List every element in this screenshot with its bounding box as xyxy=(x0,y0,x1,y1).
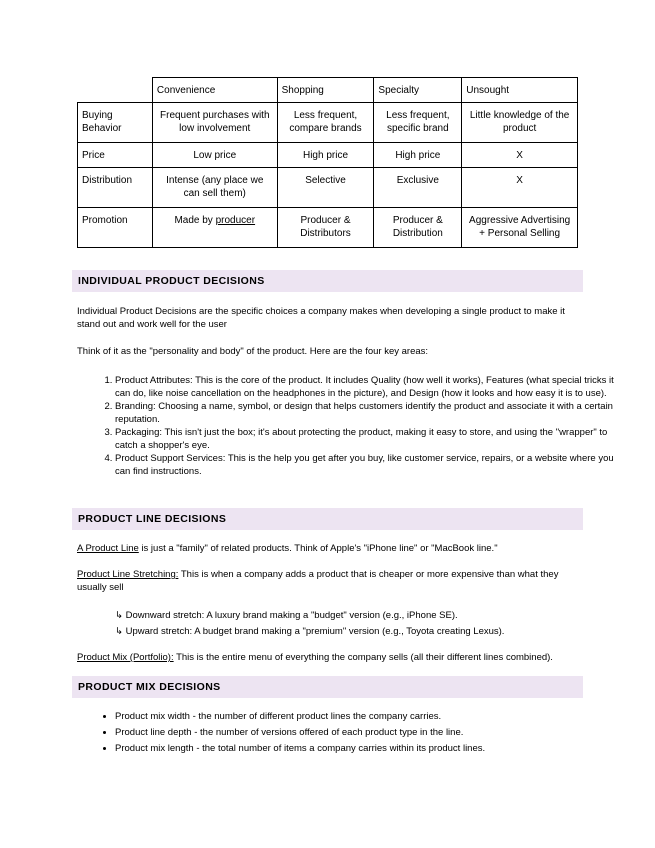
list-item: 4. Product Support Services: This is the help you get after you buy, like customer service, repairs, or a website where you can find instructions. xyxy=(115,452,615,478)
definition: This is when a company adds a product that is cheaper or more expensive than what they usually sell xyxy=(77,569,559,593)
product-line-definition xyxy=(77,542,577,555)
table-cell: Less frequent, specific brand xyxy=(374,103,462,143)
table-cell: Exclusive xyxy=(374,168,462,208)
table-cell: High price xyxy=(277,143,374,168)
table-cell: Producer & Distribution xyxy=(374,208,462,248)
list-item: 3. Packaging: This isn't just the box; it's about protecting the product, making it easy to store, and using the "wrapper" to catch a shopper's eye. xyxy=(115,426,615,452)
table-cell: Less frequent, compare brands xyxy=(277,103,374,143)
table-cell: Producer & Distributors xyxy=(277,208,374,248)
table-header-convenience: Convenience xyxy=(152,78,277,103)
table-cell: Selective xyxy=(277,168,374,208)
product-decisions-list xyxy=(77,374,615,478)
table-header-specialty: Specialty xyxy=(374,78,462,103)
table-cell: Little knowledge of the product xyxy=(462,103,578,143)
list-item: • Product mix width - the number of different product lines the company carries. xyxy=(115,709,615,725)
cell-text: Made by xyxy=(174,215,216,226)
list-item: 1. Product Attributes: This is the core of the product. It includes Quality (how well it works), Features (what special tricks it can do, like noise cancellation on the headphones in the picture), and Design (how it looks and how easy it is to use). xyxy=(115,374,615,400)
row-label: Distribution xyxy=(78,168,153,208)
table-cell: Low price xyxy=(152,143,277,168)
definition: This is the entire menu of everything the company sells (all their different lines combined). xyxy=(173,652,553,663)
row-label: Price xyxy=(78,143,153,168)
table-header-unsought: Unsought xyxy=(462,78,578,103)
row-label: Buying Behavior xyxy=(78,103,153,143)
table-row xyxy=(78,168,578,208)
table-cell: X xyxy=(462,143,578,168)
table-row xyxy=(78,103,578,143)
table-header-row xyxy=(78,78,578,103)
section-heading-individual: INDIVIDUAL PRODUCT DECISIONS xyxy=(72,270,583,292)
row-label: Promotion xyxy=(78,208,153,248)
section-heading-product-mix: PRODUCT MIX DECISIONS xyxy=(72,676,583,698)
upward-stretch: ↳ Upward stretch: A budget brand making a "premium" version (e.g., Toyota creating Lexus). xyxy=(115,626,505,637)
definition: is just a "family" of related products. Think of Apple's "iPhone line" or "MacBook line." xyxy=(138,543,498,554)
table-cell: High price xyxy=(374,143,462,168)
section1-lead: Think of it as the "personality and body" of the product. Here are the four key areas: xyxy=(77,346,429,357)
product-mix-definition xyxy=(77,651,577,664)
term: A Product Line xyxy=(77,543,139,554)
table-cell: Aggressive Advertising + Personal Selling xyxy=(462,208,578,248)
table-corner-cell xyxy=(78,78,153,103)
product-types-table xyxy=(77,77,578,248)
list-item: • Product line depth - the number of versions offered of each product type in the line. xyxy=(115,725,615,741)
list-item: 2. Branding: Choosing a name, symbol, or design that helps customers identify the product and associate it with a certain reputation. xyxy=(115,400,615,426)
downward-stretch: ↳ Downward stretch: A luxury brand making a "budget" version (e.g., iPhone SE). xyxy=(115,610,458,621)
section1-intro: Individual Product Decisions are the specific choices a company makes when developing a single product to make it stand out and work well for the user xyxy=(77,306,565,330)
section-heading-product-line: PRODUCT LINE DECISIONS xyxy=(72,508,583,530)
underlined-term: producer xyxy=(215,215,256,226)
line-stretching-definition xyxy=(77,568,577,594)
list-item: • Product mix length - the total number of items a company carries within its product lines. xyxy=(115,741,615,757)
table-header-shopping: Shopping xyxy=(277,78,374,103)
table-row xyxy=(78,143,578,168)
table-cell: X xyxy=(462,168,578,208)
table-cell-promotion-convenience xyxy=(152,208,277,248)
term: Product Mix (Portfolio): xyxy=(77,652,174,663)
term: Product Line Stretching: xyxy=(77,569,179,580)
table-cell: Frequent purchases with low involvement xyxy=(152,103,277,143)
table-row xyxy=(78,208,578,248)
product-mix-list xyxy=(77,709,615,757)
table-cell: Intense (any place we can sell them) xyxy=(152,168,277,208)
